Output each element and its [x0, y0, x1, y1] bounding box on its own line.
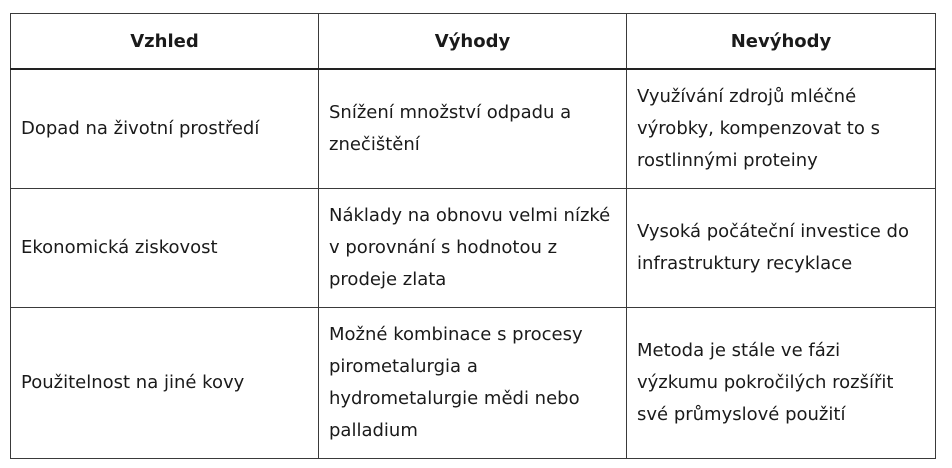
cell-pros: Možné kombinace s procesy pirometalurgia a hydrometalurgie mědi nebo palladium	[319, 308, 627, 459]
comparison-table	[10, 13, 936, 459]
cell-aspect: Použitelnost na jiné kovy	[11, 308, 319, 459]
table-row	[11, 189, 936, 308]
header-cons: Nevýhody	[627, 14, 936, 70]
cell-cons: Metoda je stále ve fázi výzkumu pokročilých rozšířit své průmyslové použití	[627, 308, 936, 459]
cell-cons: Využívání zdrojů mléčné výrobky, kompenzovat to s rostlinnými proteiny	[627, 69, 936, 189]
cell-pros: Snížení množství odpadu a znečištění	[319, 69, 627, 189]
cell-aspect: Dopad na životní prostředí	[11, 69, 319, 189]
cell-cons: Vysoká počáteční investice do infrastruktury recyklace	[627, 189, 936, 308]
cell-aspect: Ekonomická ziskovost	[11, 189, 319, 308]
header-row	[11, 14, 936, 70]
header-pros: Výhody	[319, 14, 627, 70]
table-row	[11, 69, 936, 189]
header-aspect: Vzhled	[11, 14, 319, 70]
table-body	[11, 69, 936, 459]
cell-pros: Náklady na obnovu velmi nízké v porovnání s hodnotou z prodeje zlata	[319, 189, 627, 308]
table-row	[11, 308, 936, 459]
table-header	[11, 14, 936, 70]
